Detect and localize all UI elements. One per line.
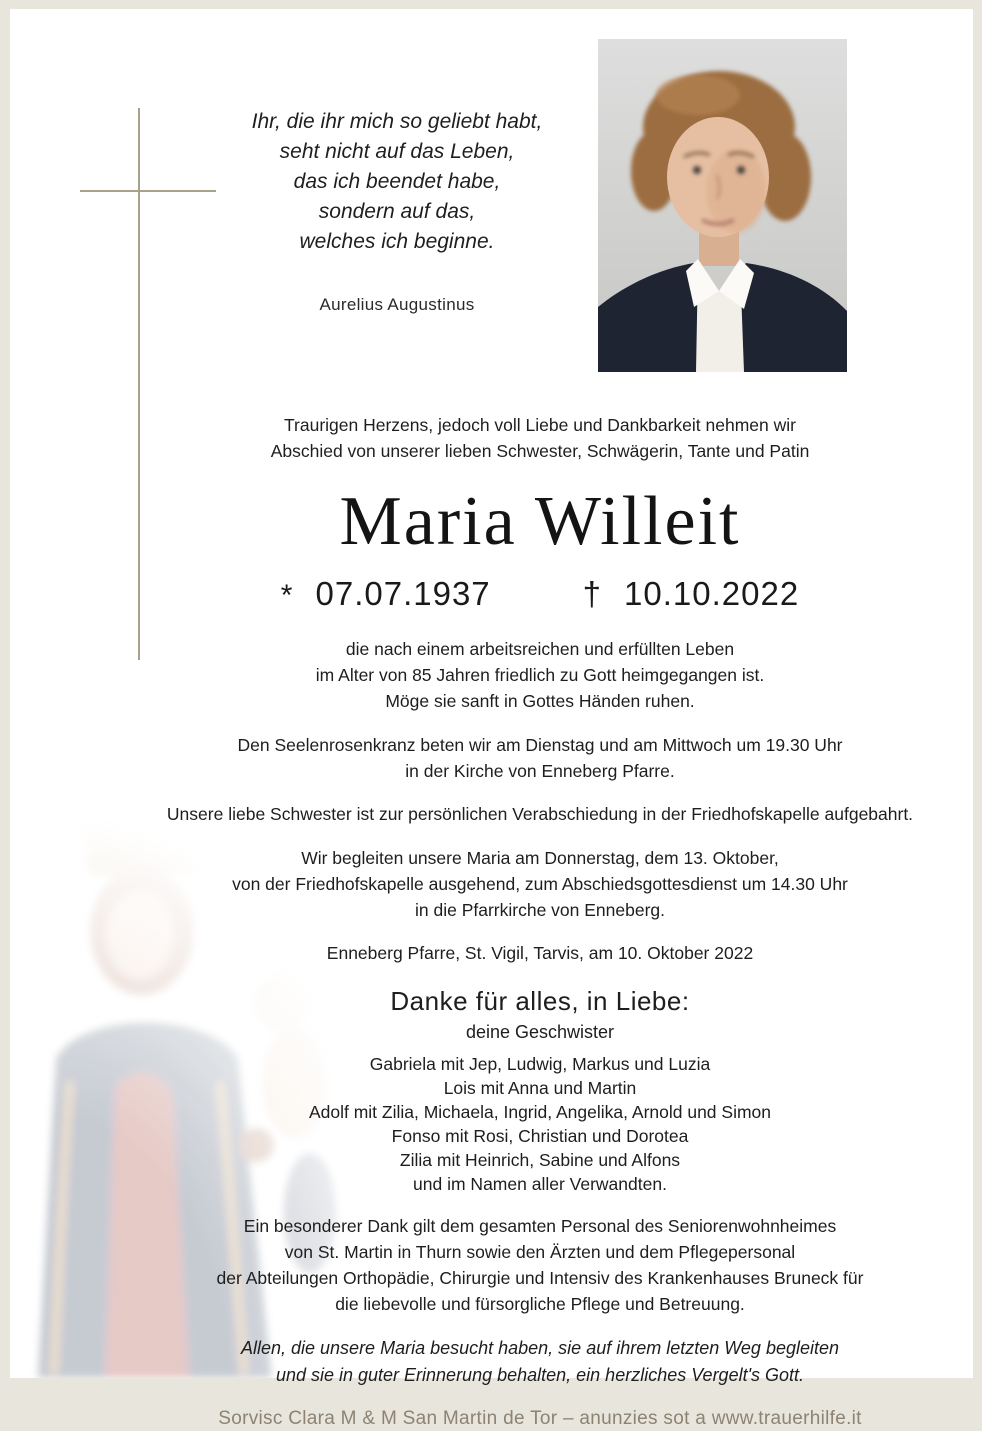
obituary-paragraph	[115, 636, 965, 714]
deceased-name: Maria Willeit	[339, 483, 741, 560]
death-date: 10.10.2022	[624, 575, 800, 612]
obituary-line: die nach einem arbeitsreichen und erfüllten Leben	[345, 639, 735, 659]
quote-line: seht nicht auf das Leben,	[279, 140, 515, 163]
closing-paragraph	[115, 1335, 965, 1389]
footer-credit: Sorvisc Clara M & M San Martin de Tor – anunzies sot a www.trauerhilfe.it	[218, 1407, 862, 1429]
memorial-quote	[187, 107, 607, 320]
place-dateline-text: Enneberg Pfarre, St. Vigil, Tarvis, am 10. Oktober 2022	[326, 943, 754, 963]
obituary-line: Möge sie sanft in Gottes Händen ruhen.	[385, 691, 695, 711]
special-thanks-line: von St. Martin in Thurn sowie den Ärzten und dem Pflegepersonal	[284, 1242, 796, 1262]
special-thanks-line: die liebevolle und fürsorgliche Pflege und Betreuung.	[335, 1294, 745, 1314]
rosary-line: Den Seelenrosenkranz beten wir am Dienstag und am Mittwoch um 19.30 Uhr	[237, 734, 843, 755]
life-dates	[115, 574, 965, 616]
funeral-line: in die Pfarrkirche von Enneberg.	[415, 899, 665, 920]
family-line: und im Namen aller Verwandten.	[413, 1173, 667, 1194]
quote-line: das ich beendet habe,	[293, 170, 501, 193]
announcement	[115, 412, 965, 464]
family-line: Lois mit Anna und Martin	[443, 1077, 637, 1098]
obituary-line: im Alter von 85 Jahren friedlich zu Gott heimgegangen ist.	[315, 665, 765, 685]
closing-line: Allen, die unsere Maria besucht haben, sie auf ihrem letzten Weg begleiten	[240, 1337, 840, 1358]
birth-date: 07.07.1937	[315, 575, 491, 612]
special-thanks-line: Ein besonderer Dank gilt dem gesamten Personal des Seniorenwohnheimes	[243, 1216, 837, 1236]
memorial-card	[10, 9, 973, 1429]
family-line: Adolf mit Zilia, Michaela, Ingrid, Angelika, Arnold und Simon	[308, 1101, 772, 1122]
family-list	[115, 1052, 965, 1196]
family-line: Fonso mit Rosi, Christian und Dorotea	[391, 1125, 689, 1146]
born-symbol: *	[280, 579, 294, 612]
died-cross-symbol: †	[582, 575, 603, 612]
family-line: Gabriela mit Jep, Ludwig, Markus und Luzia	[369, 1053, 711, 1074]
family-line: Zilia mit Heinrich, Sabine und Alfons	[399, 1149, 681, 1170]
announcement-line: Traurigen Herzens, jedoch voll Liebe und Dankbarkeit nehmen wir	[284, 415, 796, 435]
rosary-paragraph	[115, 732, 965, 784]
quote-line: sondern auf das,	[318, 200, 476, 223]
announcement-line: Abschied von unserer lieben Schwester, Schwägerin, Tante und Patin	[270, 441, 810, 461]
quote-line: welches ich beginne.	[299, 230, 495, 253]
quote-attribution: Aurelius Augustinus	[319, 295, 475, 314]
funeral-line: von der Friedhofskapelle ausgehend, zum Abschiedsgottesdienst um 14.30 Uhr	[232, 873, 848, 894]
birth-date-group	[281, 574, 491, 616]
notice-body	[115, 412, 965, 1431]
quote-line: Ihr, die ihr mich so geliebt habt,	[251, 110, 543, 133]
thanks-heading: Danke für alles, in Liebe:	[390, 985, 690, 1016]
laying-out-line: Unsere liebe Schwester ist zur persönlichen Verabschiedung in der Friedhofskapelle aufgebahrt.	[166, 804, 914, 824]
funeral-line: Wir begleiten unsere Maria am Donnerstag, dem 13. Oktober,	[301, 847, 779, 868]
laying-out-paragraph	[115, 801, 965, 827]
special-thanks-line: der Abteilungen Orthopädie, Chirurgie und Intensiv des Krankenhauses Bruneck für	[216, 1268, 864, 1288]
place-dateline	[115, 940, 965, 966]
funeral-paragraph	[115, 845, 965, 923]
closing-line: und sie in guter Erinnerung behalten, ein herzliches Vergelt's Gott.	[275, 1364, 805, 1385]
portrait-photo	[598, 39, 847, 372]
special-thanks-paragraph	[115, 1213, 965, 1317]
death-date-group	[583, 574, 800, 614]
signed-by: deine Geschwister	[465, 1021, 615, 1042]
rosary-line: in der Kirche von Enneberg Pfarre.	[405, 760, 675, 781]
